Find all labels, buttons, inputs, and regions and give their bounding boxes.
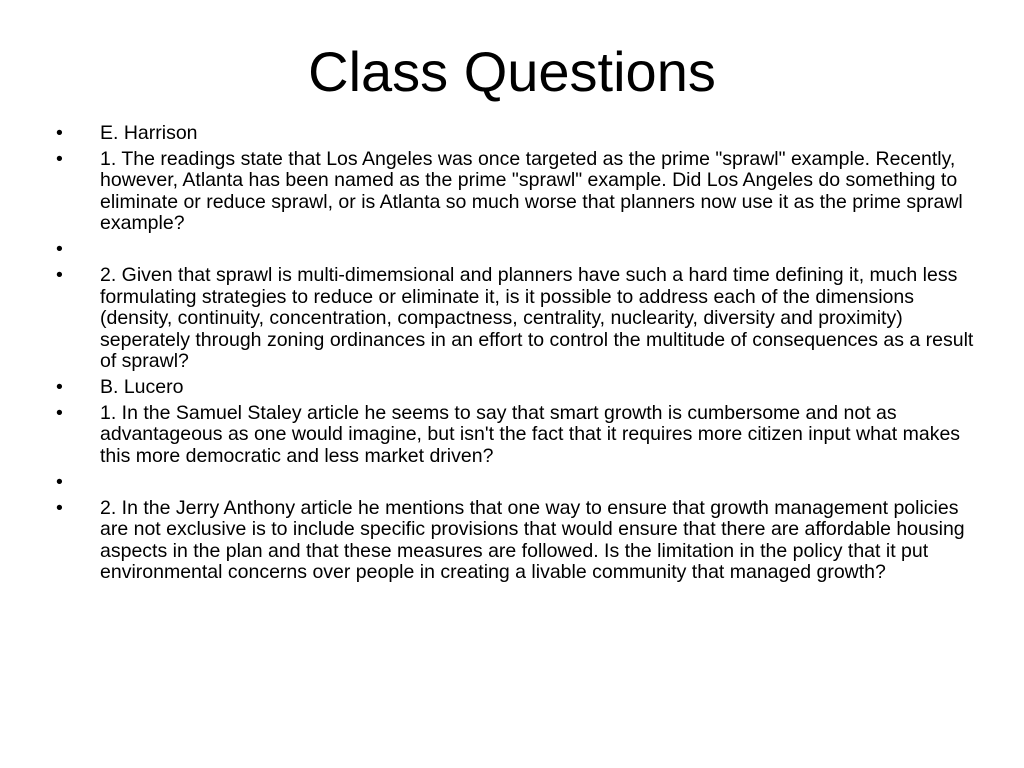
bullet-item	[56, 265, 976, 373]
bullet-item	[56, 498, 976, 584]
bullet-text: 2. Given that sprawl is multi-dimemsional and planners have such a hard time defining it, much less formulating strategies to reduce or eliminate it, is it possible to address each of the dimensions (density, continuity, concentration, compactness, centrality, nuclearity, diversity and proximity) seperately through zoning ordinances in an effort to control the multitude of consequences as a result of sprawl?	[100, 264, 974, 373]
bullet-dot-icon: •	[56, 470, 63, 493]
bullet-item	[56, 149, 976, 235]
bullet-item	[56, 403, 976, 468]
bullet-text: 2. In the Jerry Anthony article he mentions that one way to ensure that growth management policies are not exclusive is to include specific provisions that would ensure that there are affordable housing aspects in the plan and that these measures are followed. Is the limitation in the policy that it put environmental concerns over people in creating a livable community that managed growth?	[100, 496, 965, 584]
bullet-dot-icon: •	[56, 238, 63, 261]
bullet-text: 1. In the Samuel Staley article he seems to say that smart growth is cumbersome and not as advantageous as one would imagine, but isn't the fact that it requires more citizen input what makes this more democratic and less market driven?	[100, 401, 961, 467]
slide-title: Class Questions	[308, 40, 716, 103]
bullet-item	[56, 123, 976, 145]
bullet-dot-icon: •	[56, 401, 63, 424]
bullet-item	[56, 472, 976, 494]
bullet-dot-icon: •	[56, 376, 63, 399]
bullet-dot-icon: •	[56, 496, 63, 519]
bullet-text: 1. The readings state that Los Angeles was once targeted as the prime "sprawl" example. Recently, however, Atlanta has been named as the prime "sprawl" example. Did Los Angeles do something to eliminate or reduce sprawl, or is Atlanta so much worse that planners now use it as the prime sprawl example?	[100, 147, 963, 235]
bullet-text: E. Harrison	[100, 122, 198, 144]
bullet-dot-icon: •	[56, 147, 63, 170]
bullet-dot-icon: •	[56, 264, 63, 287]
bullet-dot-icon: •	[56, 122, 63, 144]
bullet-list	[56, 123, 976, 588]
bullet-text: B. Lucero	[100, 376, 184, 399]
bullet-item	[56, 239, 976, 261]
bullet-item	[56, 377, 976, 399]
